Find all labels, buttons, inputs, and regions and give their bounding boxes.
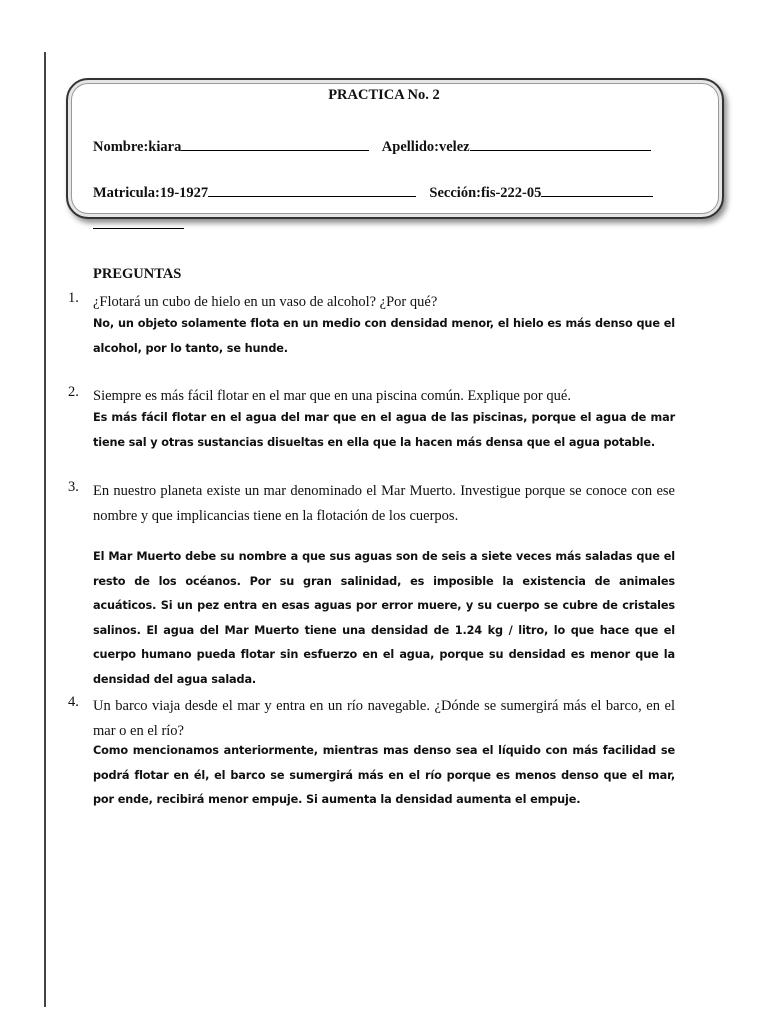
answer-text: Como mencionamos anteriormente, mientras mas denso sea el líquido con más facilidad se podrá flotar en él, el barco se sumergirá más en el río porque es menos denso que el mar, por ende, recibirá menor empuje. Si aumenta la densidad aumenta el empuje. xyxy=(93,744,675,806)
answer-text: Es más fácil flotar en el agua del mar que en el agua de las piscinas, porque el agua de mar tiene sal y otras sustancias disueltas en ella que la hacen más densa que el agua potable. xyxy=(93,411,675,449)
question-number: 2. xyxy=(68,384,79,400)
continuation-underline xyxy=(93,228,184,229)
question-text: Siempre es más fácil flotar en el mar que en una piscina común. Explique por qué. xyxy=(93,388,571,404)
nombre-underline xyxy=(181,137,369,151)
matricula-row xyxy=(93,183,653,202)
nombre-field: Nombre:kiara xyxy=(93,139,182,155)
question-text: Un barco viaja desde el mar y entra en un río navegable. ¿Dónde se sumergirá más el barco, en el mar o en el río? xyxy=(93,698,675,739)
question-number: 4. xyxy=(68,694,79,710)
question-number: 3. xyxy=(68,479,79,495)
question-text: En nuestro planeta existe un mar denominado el Mar Muerto. Investigue porque se conoce con ese nombre y que implicancias tiene en la flotación de los cuerpos. xyxy=(93,483,675,524)
section-title: PREGUNTAS xyxy=(93,266,182,282)
document-title: PRACTICA No. 2 xyxy=(328,87,440,103)
page-left-rule xyxy=(44,52,46,1007)
question-number: 1. xyxy=(68,290,79,306)
answer-text: El Mar Muerto debe su nombre a que sus aguas son de seis a siete veces más saladas que el resto de los océanos. Por su gran salinidad, es imposible la existencia de animales acuáticos. Si un pez entra en esas aguas por error muere, y su cuerpo se cubre de cristales salinos. El agua del Mar Muerto tiene una densidad de 1.24 kg / litro, lo que hace que el cuerpo humano pueda flotar sin esfuerzo en el agua, porque su densidad es menor que la densidad del agua salada. xyxy=(93,550,675,686)
question-text: ¿Flotará un cubo de hielo en un vaso de alcohol? ¿Por qué? xyxy=(93,294,438,310)
seccion-underline xyxy=(541,183,653,197)
apellido-underline xyxy=(470,137,651,151)
matricula-field: Matricula:19-1927 xyxy=(93,185,209,201)
matricula-underline xyxy=(208,183,416,197)
apellido-field: Apellido:velez xyxy=(381,139,470,155)
name-row xyxy=(93,137,651,156)
answer-text: No, un objeto solamente flota en un medio con densidad menor, el hielo es más denso que el alcohol, por lo tanto, se hunde. xyxy=(93,317,675,355)
seccion-field: Sección:fis-222-05 xyxy=(429,185,542,201)
